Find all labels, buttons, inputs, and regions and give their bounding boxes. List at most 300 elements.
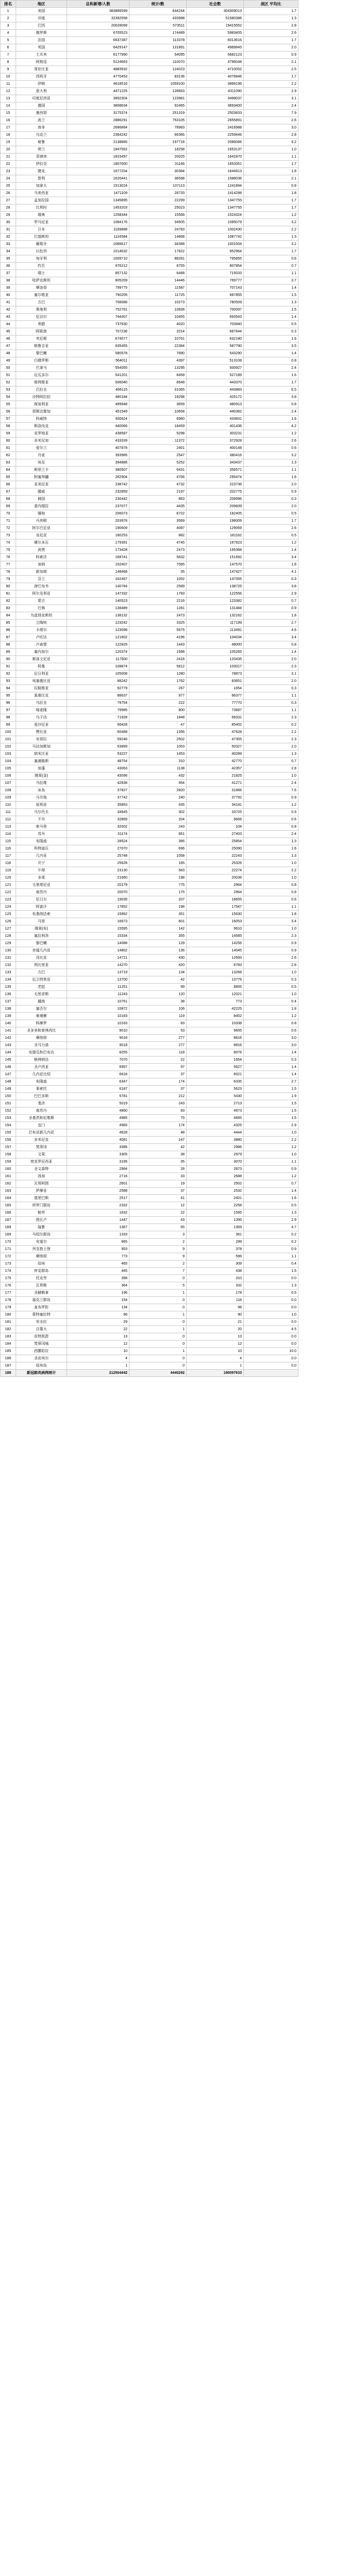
cell-stat: 7065	[129, 561, 187, 569]
cell-ratio: 0.2	[244, 1239, 298, 1246]
cell-total-new: 433339	[67, 437, 129, 445]
cell-ratio: 1.7	[244, 379, 298, 387]
cell-total-new: 138489	[67, 605, 129, 612]
cell-rank: 176	[1, 1282, 16, 1290]
cell-rank: 88	[1, 641, 16, 649]
table-row	[1, 110, 352, 117]
cell-ratio: 2.6	[244, 437, 298, 445]
cell-total-new: 1169888	[67, 226, 129, 234]
cell-ratio: 0.8	[244, 882, 298, 889]
cell-social: 131484	[187, 605, 244, 612]
cell-rank: 65	[1, 474, 16, 481]
cell-stat: 14868	[129, 234, 187, 241]
cell-rank: 115	[1, 838, 16, 845]
cell-rank: 143	[1, 1042, 16, 1049]
cell-rank: 69	[1, 503, 16, 510]
cell-social: 780509	[187, 299, 244, 306]
cell-region: 巴布亚新几内亚	[16, 1129, 67, 1137]
table-row	[1, 8, 352, 15]
cell-region: 斯里兰卡	[16, 467, 67, 474]
cell-rank: 187	[1, 1362, 16, 1370]
cell-stat: 775	[129, 882, 187, 889]
cell-social: 543290	[187, 350, 244, 357]
cell-ratio: 0.3	[244, 700, 298, 707]
cell-stat: 18298	[129, 394, 187, 401]
column-header-ratio: 战区 平均比	[244, 1, 298, 8]
cell-ratio: 2.2	[244, 226, 298, 234]
cell-ratio: 3.0	[244, 1042, 298, 1049]
cell-total-new: 123098	[67, 627, 129, 634]
cell-ratio: 1.6	[244, 372, 298, 379]
cell-ratio: 0.8	[244, 183, 298, 190]
cell-region: 南非	[16, 124, 67, 132]
cell-total-new: 2364242	[67, 132, 129, 139]
cell-total-new: 15595	[67, 925, 129, 933]
cell-social: 5682123	[187, 51, 244, 59]
cell-region: 埃及	[16, 459, 67, 467]
cell-region: 马其顿	[16, 518, 67, 525]
table-row	[1, 139, 352, 146]
cell-social: 332	[187, 1282, 244, 1290]
cell-stat: 2418	[129, 656, 187, 663]
cell-stat: 15568	[129, 212, 187, 219]
cell-social: 6335	[187, 1078, 244, 1086]
cell-social: 1654	[187, 1057, 244, 1064]
cell-total-new: 752761	[67, 306, 129, 314]
table-row	[1, 722, 352, 729]
cell-ratio: 1.3	[244, 15, 298, 22]
cell-total-new: 6957	[67, 1064, 129, 1071]
cell-social: 9666	[187, 816, 244, 823]
cell-ratio: 4.2	[244, 423, 298, 430]
cell-rank: 168	[1, 1224, 16, 1231]
table-row	[1, 299, 352, 306]
cell-social: 42357	[187, 765, 244, 772]
table-row	[1, 1107, 352, 1115]
cell-total-new: 13719	[67, 969, 129, 976]
table-row	[1, 1151, 352, 1158]
cell-ratio: 1.6	[244, 336, 298, 343]
cell-total-new: 28524	[67, 838, 129, 845]
cell-total-new: 9018	[67, 1042, 129, 1049]
cell-region: 厄瓜多尔	[16, 372, 67, 379]
cell-ratio: 2.3	[244, 736, 298, 743]
cell-stat: 1848	[129, 714, 187, 722]
cell-ratio: 3.1	[244, 95, 298, 102]
table-row	[1, 772, 352, 780]
cell-rank: 82	[1, 598, 16, 605]
cell-region: 毛里塔尼亚	[16, 882, 67, 889]
cell-social: 208996	[187, 496, 244, 503]
cell-total-new: 398	[67, 1275, 129, 1282]
cell-stat: 1453	[129, 751, 187, 758]
cell-region: 波兰	[16, 117, 67, 124]
cell-stat: 251319	[129, 110, 187, 117]
table-row	[1, 904, 352, 911]
cell-ratio: 1.6	[244, 845, 298, 853]
cell-region: 柬埔寨	[16, 1013, 67, 1020]
table-row	[1, 226, 352, 234]
cell-rank: 62	[1, 452, 16, 459]
cell-ratio: 0.3	[244, 685, 298, 692]
cell-stat: 601	[129, 918, 187, 925]
cell-social: 223736	[187, 481, 244, 488]
cell-social: 1653351	[187, 161, 244, 168]
cell-social: 8816	[187, 1035, 244, 1042]
cell-region: 格林纳达	[16, 1057, 67, 1064]
cell-rank: 40	[1, 292, 16, 299]
cell-total-new: 190609	[67, 525, 129, 532]
cell-total-new: 5019	[67, 1100, 129, 1107]
cell-total-new: 1014632	[67, 248, 129, 255]
cell-total-new: 20070	[67, 889, 129, 896]
cell-ratio: 1.4	[244, 547, 298, 554]
cell-rank: 127	[1, 925, 16, 933]
cell-region: 荷兰	[16, 146, 67, 153]
cell-rank: 80	[1, 583, 16, 590]
cell-ratio: 0.0	[244, 1355, 298, 1362]
cell-social: 20036	[187, 874, 244, 882]
cell-stat: 99	[129, 984, 187, 991]
cell-social: 13268	[187, 969, 244, 976]
table-row	[1, 270, 352, 277]
cell-total-new: 953	[67, 1246, 129, 1253]
cell-social: 122556	[187, 590, 244, 598]
cell-ratio: 0.8	[244, 1020, 298, 1027]
cell-region: 圣基茨和尼维斯	[16, 1115, 67, 1122]
cell-total-new: 1367	[67, 1224, 129, 1231]
cell-ratio: 1.7	[244, 518, 298, 525]
table-row	[1, 1042, 352, 1049]
cell-total-new: 1084176	[67, 219, 129, 226]
table-row	[1, 161, 352, 168]
cell-stat: 861	[129, 831, 187, 838]
cell-stat: 136	[129, 947, 187, 955]
cell-social: 27403	[187, 831, 244, 838]
cell-stat: 38	[129, 998, 187, 1006]
cell-social: 147055	[187, 576, 244, 583]
cell-total-new: 4770453	[67, 73, 129, 81]
table-row	[1, 372, 352, 379]
table-row	[1, 896, 352, 904]
cell-ratio: 0.4	[244, 1260, 298, 1268]
table-row	[1, 1275, 352, 1282]
cell-region: 黎巴嫩	[16, 940, 67, 947]
cell-rank: 132	[1, 962, 16, 969]
cell-social: 6021	[187, 1071, 244, 1078]
table-row	[1, 1246, 352, 1253]
cell-region: 亚美尼亚	[16, 481, 67, 488]
cell-rank: 3	[1, 22, 16, 30]
cell-social: 132162	[187, 612, 244, 620]
cell-stat: 10838	[129, 306, 187, 314]
cell-ratio: 0.8	[244, 823, 298, 831]
cell-region: 斯洛伐克	[16, 423, 67, 430]
cell-region: 莫桑比克	[16, 692, 67, 700]
cell-total-new: 400624	[67, 416, 129, 423]
cell-rank: 25	[1, 183, 16, 190]
table-row	[1, 146, 352, 153]
cell-total-new: 79754	[67, 700, 129, 707]
cell-stat: 863	[129, 496, 187, 503]
cell-stat: 8648	[129, 379, 187, 387]
cell-stat: 3659	[129, 401, 187, 408]
cell-ratio: 0.6	[244, 896, 298, 904]
table-row	[1, 212, 352, 219]
cell-total-new: 152407	[67, 561, 129, 569]
cell-stat: 37	[129, 1086, 187, 1093]
cell-rank: 165	[1, 1202, 16, 1209]
table-row	[1, 183, 352, 190]
table-row	[1, 700, 352, 707]
cell-ratio: 1.5	[244, 1115, 298, 1122]
cell-ratio: 1.0	[244, 860, 298, 867]
cell-rank: 14	[1, 102, 16, 110]
cell-social: 5623	[187, 1086, 244, 1093]
cell-region: 阿曼	[16, 663, 67, 671]
table-row	[1, 22, 352, 30]
cell-ratio: 2.3	[244, 714, 298, 722]
cell-rank: 103	[1, 751, 16, 758]
cell-rank: 31	[1, 226, 16, 234]
cell-total-new: 60488	[67, 729, 129, 736]
cell-rank: 155	[1, 1129, 16, 1137]
cell-region: 乌拉圭	[16, 700, 67, 707]
cell-rank: 99	[1, 722, 16, 729]
cell-rank: 60	[1, 437, 16, 445]
table-row	[1, 947, 352, 955]
cell-region: 南苏丹	[16, 889, 67, 896]
cell-total-new: 6618	[67, 1071, 129, 1078]
cell-ratio: 0.6	[244, 445, 298, 452]
cell-total-new: 120374	[67, 649, 129, 656]
cell-social: 596	[187, 1253, 244, 1260]
table-row	[1, 1253, 352, 1260]
table-row	[1, 219, 352, 226]
cell-rank: 170	[1, 1239, 16, 1246]
table-row	[1, 874, 352, 882]
cell-ratio: 3.7	[244, 277, 298, 285]
cell-total-new: 3195	[67, 1158, 129, 1166]
table-row	[1, 197, 352, 204]
cell-ratio: 1.3	[244, 299, 298, 306]
cell-rank: 84	[1, 612, 16, 620]
cell-social: 700097	[187, 306, 244, 314]
cell-social: 25854	[187, 838, 244, 845]
cell-rank: 21	[1, 153, 16, 161]
cell-rank: 97	[1, 707, 16, 714]
cell-region: 圣赫勒拿	[16, 1290, 67, 1297]
cell-total-new: 196	[67, 1290, 129, 1297]
cell-ratio: 0.5	[244, 984, 298, 991]
cell-region: 津巴布韦	[16, 583, 67, 590]
cell-social: 34181	[187, 802, 244, 809]
cell-total-new: 37742	[67, 794, 129, 802]
cell-rank: 164	[1, 1195, 16, 1202]
cell-region: 西班牙	[16, 73, 67, 81]
cell-stat: 222	[129, 700, 187, 707]
cell-total-new: 32002	[67, 823, 129, 831]
cell-total-new: 96	[67, 1311, 129, 1319]
cell-social: 440382	[187, 408, 244, 416]
cell-rank: 1	[1, 8, 16, 15]
table-row	[1, 95, 352, 102]
table-row	[1, 306, 352, 314]
cell-rank: 118	[1, 860, 16, 867]
cell-rank: 181	[1, 1319, 16, 1326]
cell-ratio: 3.8	[244, 394, 298, 401]
cell-rank: 56	[1, 408, 16, 416]
cell-stat: 2473	[129, 612, 187, 620]
cell-social: 14585	[187, 933, 244, 940]
cell-total-new: 138132	[67, 612, 129, 620]
cell-region: 基里巴斯	[16, 1195, 67, 1202]
cell-total-new: 15334	[67, 933, 129, 940]
cell-social: 2986	[187, 1144, 244, 1151]
cell-ratio: 1.4	[244, 1188, 298, 1195]
table-row	[1, 1224, 352, 1231]
cell-ratio: 0.0	[244, 1297, 298, 1304]
cell-total-new: 10163	[67, 1020, 129, 1027]
cell-region: 布隆迪	[16, 1078, 67, 1086]
cell-rank: 156	[1, 1137, 16, 1144]
cell-social: 2688	[187, 1173, 244, 1180]
cell-region: 委内瑞拉	[16, 503, 67, 510]
cell-total-new: 5781	[67, 1093, 129, 1100]
cell-region: 乌克兰	[16, 132, 67, 139]
cell-ratio: 1.4	[244, 649, 298, 656]
cell-ratio: 1.5	[244, 1086, 298, 1093]
table-row	[1, 1341, 352, 1348]
cell-stat: 355	[129, 933, 187, 940]
cell-rank: 185	[1, 1348, 16, 1355]
cell-social: 10338	[187, 1020, 244, 1027]
cell-region: 蒙特塞拉特	[16, 1311, 67, 1319]
cell-region: 摩纳哥	[16, 1035, 67, 1042]
cell-stat: 75	[129, 1115, 187, 1122]
cell-social: 807854	[187, 263, 244, 270]
cell-stat: 22384	[129, 343, 187, 350]
cell-region: 圣皮埃尔	[16, 1355, 67, 1362]
cell-ratio: 1.0	[244, 991, 298, 998]
cell-region: 卢旺达	[16, 634, 67, 641]
cell-stat: 243	[129, 823, 187, 831]
cell-stat: 31065	[129, 387, 187, 394]
cell-region: 保加利亚	[16, 401, 67, 408]
cell-rank: 186	[1, 1355, 16, 1362]
cell-rank: 117	[1, 853, 16, 860]
cell-total-new: 123242	[67, 620, 129, 627]
table-row	[1, 328, 352, 336]
cell-social: 361	[187, 1231, 244, 1239]
cell-social: 105265	[187, 649, 244, 656]
table-row	[1, 365, 352, 372]
cell-rank: 129	[1, 940, 16, 947]
cell-ratio: 2.9	[244, 1217, 298, 1224]
table-row	[1, 1035, 352, 1042]
cell-total-new: 108874	[67, 663, 129, 671]
table-row	[1, 1027, 352, 1035]
table-row	[1, 532, 352, 539]
cell-ratio: 1.0	[244, 1151, 298, 1158]
table-row	[1, 437, 352, 445]
table-row	[1, 1290, 352, 1297]
cell-total-new: 506040	[67, 379, 129, 387]
cell-total-new: 15962	[67, 911, 129, 918]
cell-rank: 39	[1, 285, 16, 292]
cell-ratio: 0.3	[244, 576, 298, 583]
cell-rank: 101	[1, 736, 16, 743]
cell-stat: 28733	[129, 190, 187, 197]
table-row	[1, 809, 352, 816]
cell-stat: 432	[129, 772, 187, 780]
cell-rank: 33	[1, 241, 16, 248]
cell-social: 42770	[187, 758, 244, 765]
cell-social: 13776	[187, 976, 244, 984]
cell-total-new: 140784	[67, 583, 129, 590]
cell-total-new: 10	[67, 1348, 129, 1355]
cell-total-new: 857132	[67, 270, 129, 277]
cell-stat: 47	[129, 722, 187, 729]
table-row	[1, 612, 352, 620]
cell-region: 几内亚	[16, 853, 67, 860]
cell-region: 安道尔	[16, 1239, 67, 1246]
cell-region: 挪威	[16, 488, 67, 496]
cell-ratio: 1.0	[244, 146, 298, 153]
cell-region: 安圭拉	[16, 1319, 67, 1326]
table-row	[1, 845, 352, 853]
cell-social: 21825	[187, 772, 244, 780]
table-row	[1, 802, 352, 809]
cell-region: 英国	[16, 44, 67, 51]
table-row	[1, 423, 352, 430]
cell-stat: 197718	[129, 139, 187, 146]
cell-rank: 83	[1, 605, 16, 612]
cell-total-new: 134	[67, 1304, 129, 1311]
cell-social: 587790	[187, 343, 244, 350]
cell-region: 瓦努阿图	[16, 1180, 67, 1188]
cell-region: 福克兰群岛	[16, 1297, 67, 1304]
table-row	[1, 241, 352, 248]
cell-region: 冰岛	[16, 787, 67, 794]
cell-rank: 160	[1, 1166, 16, 1173]
cell-region: 文莱	[16, 1151, 67, 1158]
cell-total-new: 708088	[67, 299, 129, 306]
cell-ratio: 1.7	[244, 204, 298, 212]
cell-rank: 61	[1, 445, 16, 452]
cell-total-new: 466115	[67, 387, 129, 394]
cell-stat: 18459	[129, 423, 187, 430]
cell-social: 443883	[187, 387, 244, 394]
cell-total-new: 14270	[67, 962, 129, 969]
cell-social: 769777	[187, 277, 244, 285]
cell-social: 2964	[187, 882, 244, 889]
cell-region: 以色列	[16, 248, 67, 255]
table-row	[1, 692, 352, 700]
cell-total-new: 3808634	[67, 102, 129, 110]
cell-ratio: 10.0	[244, 1348, 298, 1355]
cell-region: 比利时	[16, 204, 67, 212]
cell-stat: 3	[129, 1231, 187, 1239]
cell-ratio: 1.4	[244, 1064, 298, 1071]
cell-stat: 174	[129, 1122, 187, 1129]
cell-rank: 92	[1, 671, 16, 678]
cell-social: 343437	[187, 459, 244, 467]
table-total-row	[1, 1370, 352, 1377]
cell-region: 新冠肺炎病例统计	[16, 1370, 67, 1377]
cell-region: 塞浦路斯	[16, 758, 67, 765]
cell-stat: 1588	[129, 649, 187, 656]
